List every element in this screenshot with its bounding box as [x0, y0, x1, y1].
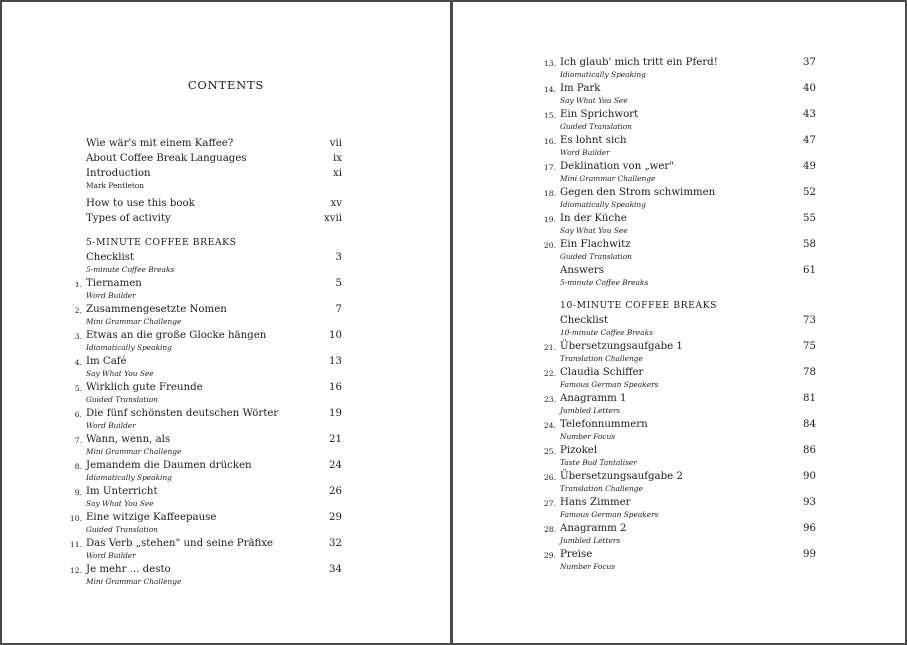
- toc-entry-title[interactable]: Zusammengesetzte Nomen: [86, 304, 227, 315]
- toc-entry-subtitle: Mini Grammar Challenge: [560, 174, 656, 183]
- toc-entry-page-number: 16: [329, 382, 342, 393]
- toc-entry[interactable]: [476, 187, 886, 213]
- toc-entry-number: 18.: [543, 189, 556, 198]
- toc-entry-title[interactable]: Im Park: [560, 83, 601, 94]
- toc-entry-title[interactable]: Im Café: [86, 356, 127, 367]
- toc-entry-page-number: 52: [803, 187, 816, 198]
- toc-entry[interactable]: [2, 408, 382, 434]
- toc-entry[interactable]: [476, 57, 886, 83]
- toc-entry-title[interactable]: Wann, wenn, als: [86, 434, 171, 445]
- toc-entry-subtitle: 5-minute Coffee Breaks: [86, 265, 175, 274]
- toc-entry-title[interactable]: Wie wär's mit einem Kaffee?: [86, 138, 234, 149]
- toc-entry-number: 9.: [74, 488, 82, 497]
- toc-entry-page-number: 93: [803, 497, 816, 508]
- toc-entry-subtitle: 5-minute Coffee Breaks: [560, 278, 649, 287]
- toc-entry-number: 16.: [543, 137, 556, 146]
- toc-entry-title[interactable]: Anagramm 2: [560, 523, 627, 534]
- toc-entry[interactable]: [476, 83, 886, 109]
- toc-entry-subtitle: Word Builder: [86, 291, 136, 300]
- toc-entry-page-number: vii: [329, 138, 342, 149]
- toc-entry-number: 28.: [543, 525, 556, 534]
- toc-entry-title[interactable]: Hans Zimmer: [560, 497, 631, 508]
- toc-entry[interactable]: [476, 419, 886, 445]
- toc-entry-subtitle: 10-minute Coffee Breaks: [560, 328, 653, 337]
- toc-entry-page-number: 55: [803, 213, 816, 224]
- toc-entry-number: 17.: [543, 163, 556, 172]
- toc-entry[interactable]: [476, 367, 886, 393]
- toc-entry-number: 19.: [543, 215, 556, 224]
- toc-entry-subtitle: Guided Translation: [86, 395, 158, 404]
- toc-entry-number: 13.: [543, 59, 556, 68]
- toc-entry-subtitle: Translation Challenge: [560, 354, 643, 363]
- toc-entry-title[interactable]: How to use this book: [86, 198, 195, 209]
- toc-entry-title[interactable]: Übersetzungsaufgabe 2: [560, 471, 683, 482]
- toc-entry[interactable]: [2, 330, 382, 356]
- toc-entry-page-number: 75: [803, 341, 816, 352]
- toc-entry-title[interactable]: Deklination von „wer": [560, 161, 674, 172]
- toc-entry[interactable]: [476, 341, 886, 367]
- toc-entry-page-number: 86: [803, 445, 816, 456]
- toc-entry[interactable]: [476, 239, 886, 265]
- toc-entry-page-number: 81: [803, 393, 816, 404]
- toc-entry-page-number: 32: [329, 538, 342, 549]
- toc-entry-page-number: xi: [332, 168, 342, 179]
- toc-entry[interactable]: [476, 523, 886, 549]
- toc-entry-number: 29.: [543, 551, 556, 560]
- toc-entry[interactable]: [2, 382, 382, 408]
- toc-entry[interactable]: [2, 304, 382, 330]
- toc-entry-page-number: 13: [329, 356, 342, 367]
- toc-entry-page-number: 61: [803, 265, 816, 276]
- toc-entry-page-number: 37: [803, 57, 816, 68]
- toc-entry-subtitle: Word Builder: [86, 551, 136, 560]
- toc-entry[interactable]: [2, 213, 382, 239]
- toc-entry[interactable]: [2, 538, 382, 564]
- toc-entry-number: 22.: [543, 369, 556, 378]
- toc-entry[interactable]: [476, 109, 886, 135]
- toc-entry-subtitle: Idiomatically Speaking: [86, 343, 172, 352]
- toc-entry-title[interactable]: Es lohnt sich: [560, 135, 627, 146]
- toc-entry[interactable]: [2, 168, 382, 194]
- toc-entry-title[interactable]: Types of activity: [86, 213, 171, 224]
- section-heading: 5-MINUTE COFFEE BREAKS: [86, 237, 237, 248]
- toc-entry-title[interactable]: Ein Flachwitz: [560, 239, 631, 250]
- toc-entry-subtitle: Guided Translation: [560, 122, 632, 131]
- toc-entry-number: 23.: [543, 395, 556, 404]
- toc-entry-number: 26.: [543, 473, 556, 482]
- toc-entry-title[interactable]: Jemandem die Daumen drücken: [86, 460, 252, 471]
- toc-entry-number: 20.: [543, 241, 556, 250]
- toc-entry-number: 7.: [74, 436, 82, 445]
- toc-entry[interactable]: [476, 445, 886, 471]
- toc-entry[interactable]: [476, 549, 886, 575]
- toc-entry-subtitle: Number Focus: [560, 432, 616, 441]
- toc-entry-subtitle: Word Builder: [86, 421, 136, 430]
- toc-entry-page-number: 90: [803, 471, 816, 482]
- toc-entry-title[interactable]: Claudia Schiffer: [560, 367, 644, 378]
- toc-entry[interactable]: [476, 135, 886, 161]
- toc-entry[interactable]: [2, 564, 382, 590]
- toc-entry-page-number: 24: [329, 460, 342, 471]
- toc-entry-subtitle: Word Builder: [560, 148, 610, 157]
- toc-entry-number: 10.: [69, 514, 82, 523]
- toc-entry-title[interactable]: Answers: [560, 265, 604, 276]
- toc-entry[interactable]: [476, 265, 886, 291]
- toc-entry-title[interactable]: Pizokel: [560, 445, 598, 456]
- toc-entry-title[interactable]: About Coffee Break Languages: [86, 153, 247, 164]
- toc-entry-page-number: 3: [335, 252, 342, 263]
- toc-entry-page-number: 43: [803, 109, 816, 120]
- toc-entry-subtitle: Idiomatically Speaking: [560, 200, 646, 209]
- toc-entry-title[interactable]: Checklist: [560, 315, 609, 326]
- toc-entry-page-number: 10: [329, 330, 342, 341]
- toc-entry-subtitle: Famous German Speakers: [560, 380, 659, 389]
- toc-entry-page-number: 47: [803, 135, 816, 146]
- toc-entry-page-number: 96: [803, 523, 816, 534]
- toc-entry[interactable]: [2, 486, 382, 512]
- toc-entry-number: 24.: [543, 421, 556, 430]
- toc-entry-title[interactable]: Wirklich gute Freunde: [86, 382, 203, 393]
- toc-entry-subtitle: Mini Grammar Challenge: [86, 317, 182, 326]
- toc-entry[interactable]: [476, 161, 886, 187]
- toc-entry-number: 2.: [74, 306, 82, 315]
- toc-entry[interactable]: [2, 434, 382, 460]
- toc-entry[interactable]: [2, 460, 382, 486]
- toc-entry-page-number: 5: [335, 278, 342, 289]
- toc-entry-page-number: xvii: [323, 213, 342, 224]
- toc-entry[interactable]: [476, 497, 886, 523]
- toc-entry[interactable]: [2, 512, 382, 538]
- toc-entry-number: 15.: [543, 111, 556, 120]
- toc-entry-number: 4.: [74, 358, 82, 367]
- toc-entry-page-number: xv: [330, 198, 342, 209]
- toc-entry-page-number: 78: [803, 367, 816, 378]
- toc-entry-title[interactable]: Das Verb „stehen" und seine Präfixe: [86, 538, 274, 549]
- toc-entry-subtitle: Translation Challenge: [560, 484, 643, 493]
- toc-entry-page-number: 29: [329, 512, 342, 523]
- toc-entry-title[interactable]: Telefonnummern: [560, 419, 648, 430]
- toc-entry-page-number: 34: [329, 564, 342, 575]
- toc-entry-number: 6.: [74, 410, 82, 419]
- toc-entry[interactable]: [2, 252, 382, 278]
- toc-entry-page-number: 49: [803, 161, 816, 172]
- toc-entry-title[interactable]: Preise: [560, 549, 593, 560]
- toc-entry-subtitle: Mini Grammar Challenge: [86, 447, 182, 456]
- toc-entry-title[interactable]: Je mehr ... desto: [86, 564, 171, 575]
- toc-entry-page-number: 40: [803, 83, 816, 94]
- toc-entry-subtitle: Guided Translation: [560, 252, 632, 261]
- toc-entry-page-number: 58: [803, 239, 816, 250]
- toc-entry[interactable]: [476, 315, 886, 341]
- toc-entry-title[interactable]: Checklist: [86, 252, 135, 263]
- toc-entry-subtitle: Jumbled Letters: [560, 536, 621, 545]
- toc-entry-title[interactable]: Etwas an die große Glocke hängen: [86, 330, 267, 341]
- toc-entry-number: 5.: [74, 384, 82, 393]
- toc-entry-title[interactable]: Introduction: [86, 168, 151, 179]
- toc-entry-subtitle: Famous German Speakers: [560, 510, 659, 519]
- toc-entry-title[interactable]: Übersetzungsaufgabe 1: [560, 341, 683, 352]
- toc-entry-page-number: ix: [332, 153, 342, 164]
- contents-heading: CONTENTS: [187, 78, 265, 92]
- toc-entry-page-number: 73: [803, 315, 816, 326]
- toc-entry[interactable]: [476, 393, 886, 419]
- toc-entry-page-number: 19: [329, 408, 342, 419]
- toc-entry-subtitle: Mini Grammar Challenge: [86, 577, 182, 586]
- toc-entry-page-number: 99: [803, 549, 816, 560]
- toc-entry-page-number: 7: [335, 304, 342, 315]
- toc-entry-page-number: 84: [803, 419, 816, 430]
- toc-entry-subtitle: Say What You See: [560, 226, 628, 235]
- toc-entry[interactable]: [2, 356, 382, 382]
- section-heading: 10-MINUTE COFFEE BREAKS: [560, 300, 717, 311]
- toc-entry-title[interactable]: Im Unterricht: [86, 486, 158, 497]
- toc-entry-title[interactable]: Anagramm 1: [560, 393, 627, 404]
- toc-entry-title[interactable]: Ein Sprichwort: [560, 109, 639, 120]
- toc-entry[interactable]: [2, 278, 382, 304]
- toc-entry-number: 14.: [543, 85, 556, 94]
- toc-entry-number: 27.: [543, 499, 556, 508]
- toc-entry-page-number: 21: [329, 434, 342, 445]
- toc-entry-subtitle: Say What You See: [560, 96, 628, 105]
- toc-entry-title[interactable]: Die fünf schönsten deutschen Wörter: [86, 408, 279, 419]
- toc-entry-title[interactable]: Tiernamen: [86, 278, 142, 289]
- toc-entry-page-number: 26: [329, 486, 342, 497]
- toc-entry[interactable]: [476, 213, 886, 239]
- toc-entry-number: 21.: [543, 343, 556, 352]
- toc-entry-subtitle: Guided Translation: [86, 525, 158, 534]
- toc-entry-number: 3.: [74, 332, 82, 341]
- toc-entry-number: 12.: [69, 566, 82, 575]
- toc-entry-subtitle: Say What You See: [86, 369, 154, 378]
- toc-entry-subtitle: Taste Bud Tantaliser: [560, 458, 637, 467]
- toc-entry-title[interactable]: In der Küche: [560, 213, 627, 224]
- toc-entry-subtitle: Say What You See: [86, 499, 154, 508]
- toc-entry-number: 11.: [69, 540, 82, 549]
- toc-entry-title[interactable]: Gegen den Strom schwimmen: [560, 187, 716, 198]
- toc-entry-subtitle: Number Focus: [560, 562, 616, 571]
- toc-entry-number: 25.: [543, 447, 556, 456]
- toc-entry-title[interactable]: Eine witzige Kaffeepause: [86, 512, 217, 523]
- toc-entry-subtitle: Idiomatically Speaking: [560, 70, 646, 79]
- toc-entry-number: 8.: [74, 462, 82, 471]
- toc-entry[interactable]: [476, 471, 886, 497]
- toc-entry-title[interactable]: Ich glaub' mich tritt ein Pferd!: [560, 57, 718, 68]
- toc-entry-number: 1.: [74, 280, 82, 289]
- toc-entry-subtitle: Idiomatically Speaking: [86, 473, 172, 482]
- toc-entry-subtitle: Mark Pentleton: [86, 181, 144, 190]
- toc-entry-subtitle: Jumbled Letters: [560, 406, 621, 415]
